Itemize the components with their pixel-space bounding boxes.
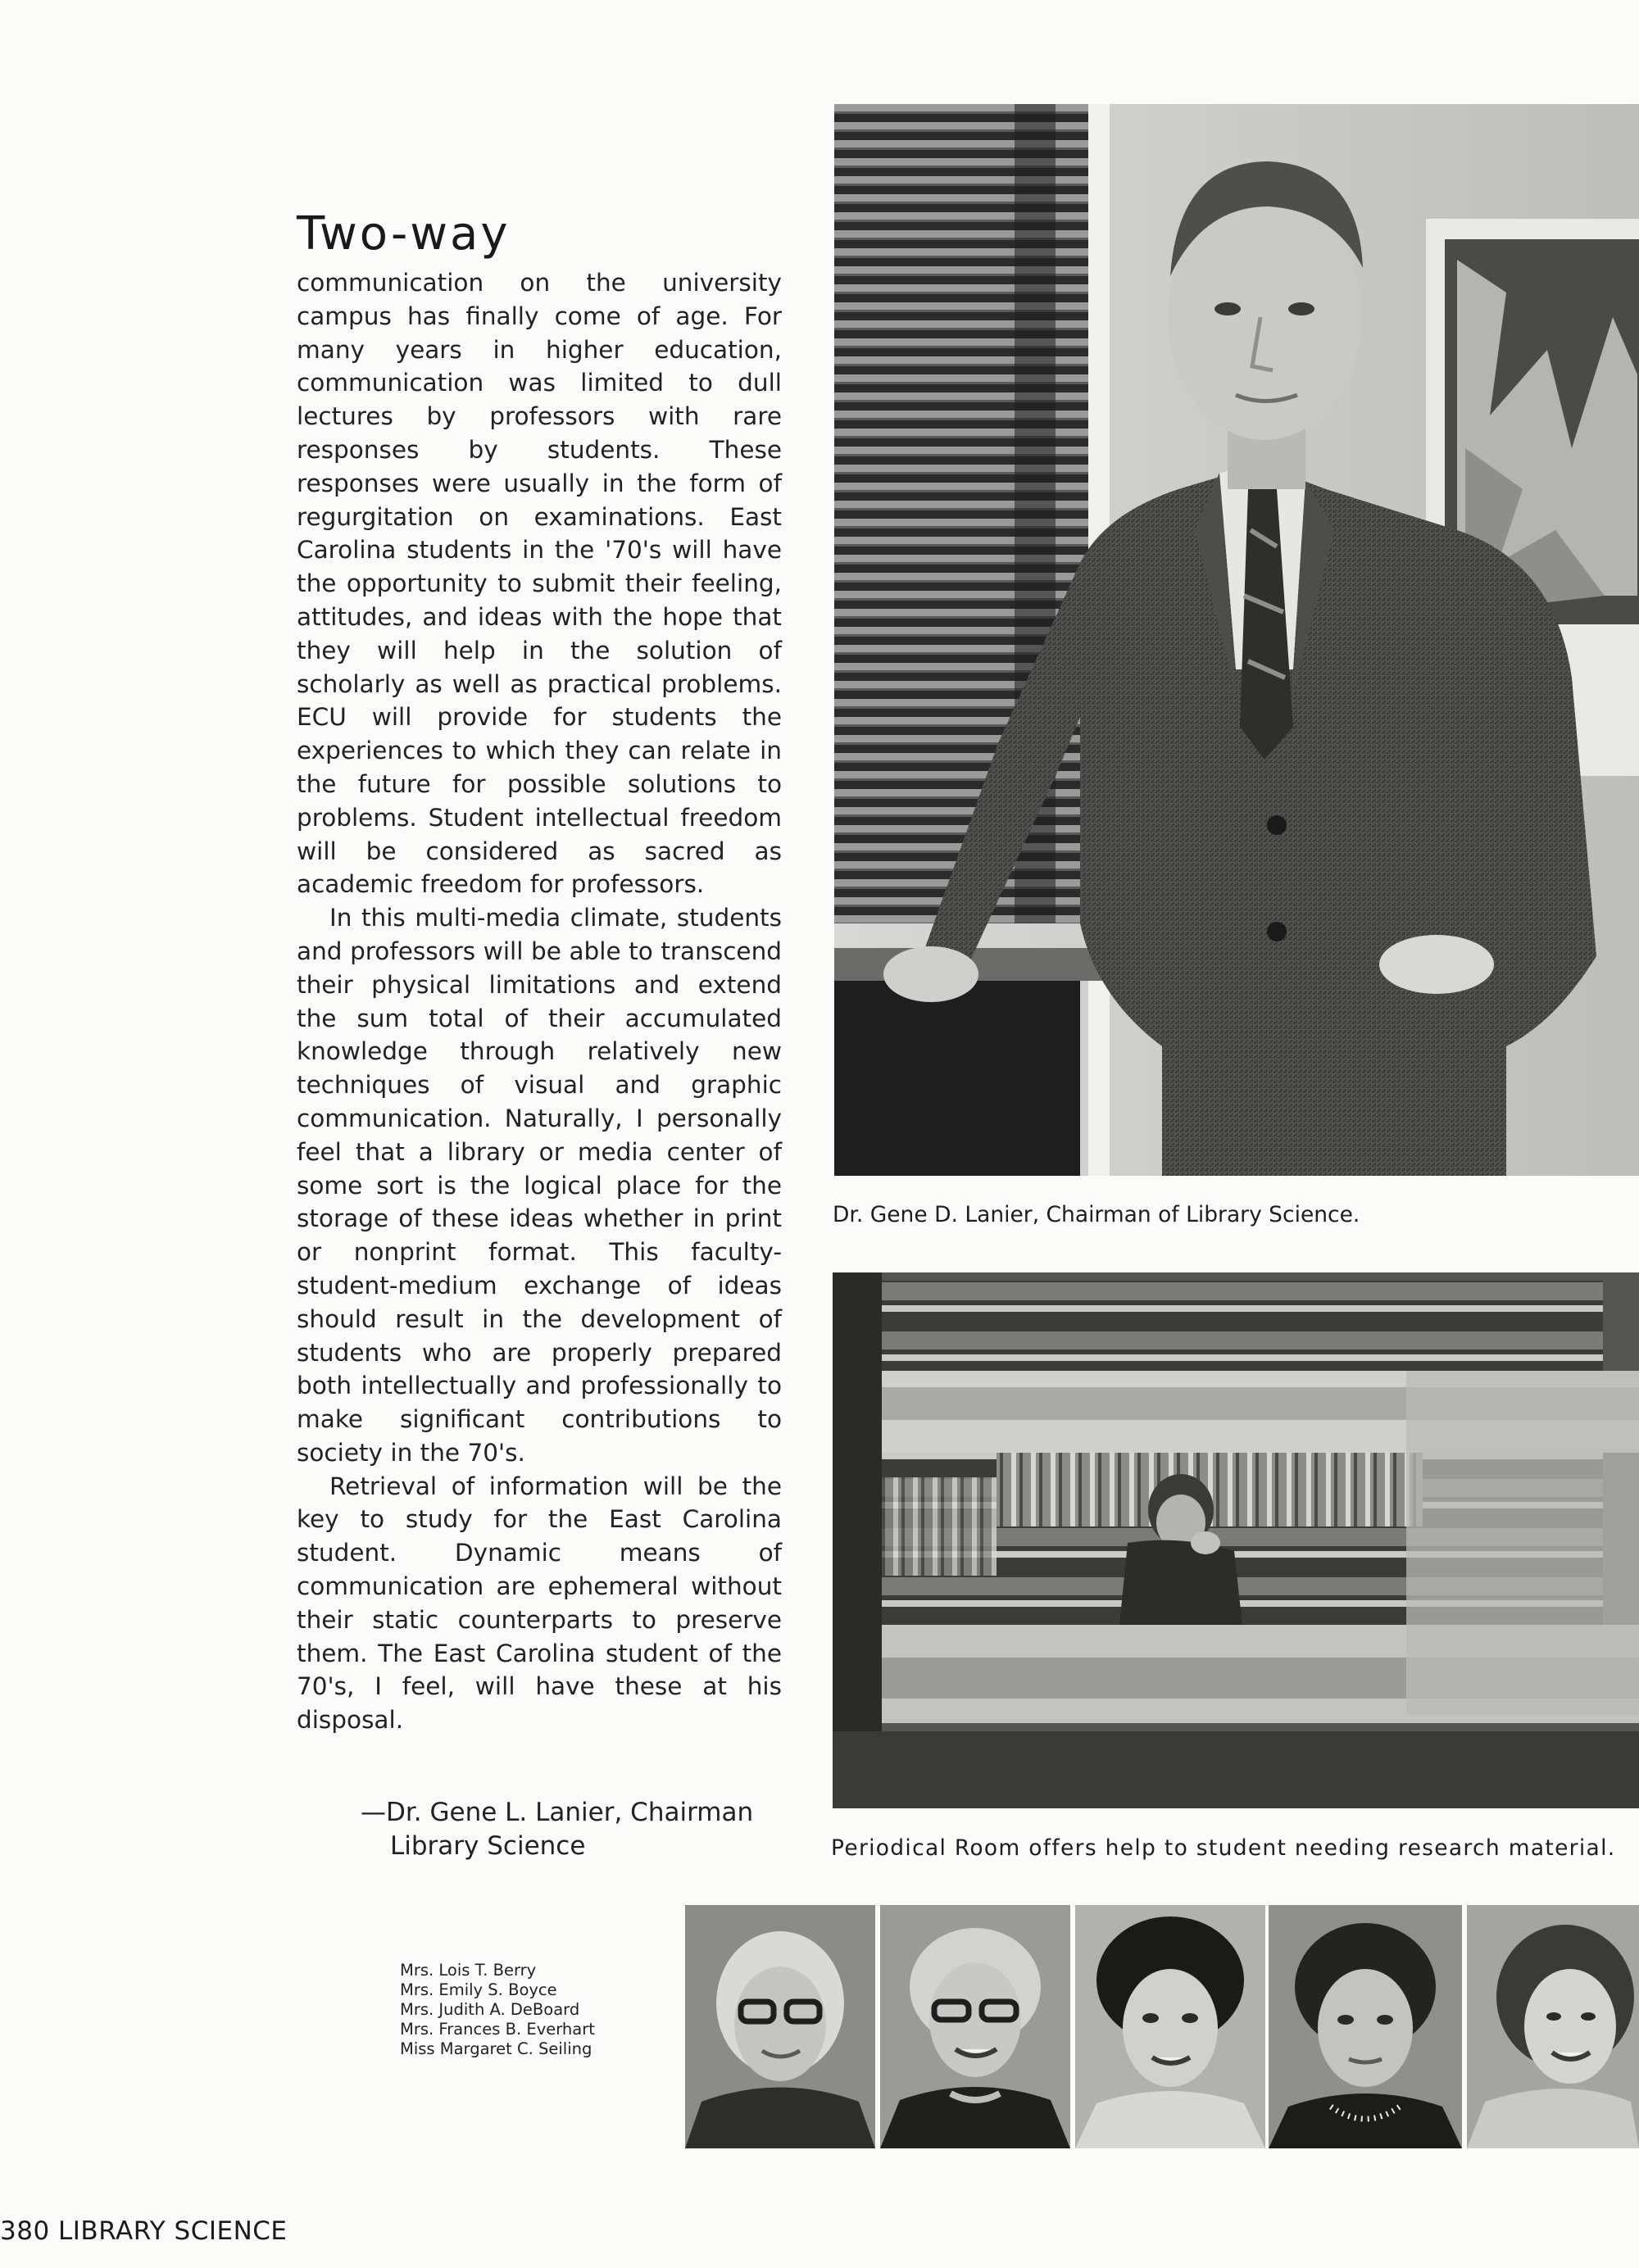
lanier-photo-image	[834, 104, 1639, 1176]
article-signature	[361, 1796, 753, 1863]
article-paragraph: Retrieval of information will be the key to study for the East Carolina student. Dynamic means of communication are ephemeral without their static counterparts to preserve them. The East Carolina student of the 70's, I feel, will have these at his disposal.	[297, 1472, 782, 1735]
staff-portrait-boyce	[880, 1905, 1070, 2148]
signature-title: Library Science	[390, 1831, 586, 1861]
staff-portrait-image	[1269, 1905, 1462, 2148]
staff-name: Miss Margaret C. Seiling	[400, 2039, 592, 2058]
periodical-room-caption: Periodical Room offers help to student needing research material.	[831, 1835, 1616, 1861]
article-paragraph: In this multi-media climate, students and professors will be able to transcend their physical limitations and extend the sum total of their accumulated knowledge through relatively new techniques of visual and graphic communication. Naturally, I personally feel that a library or media center of some sort is the logical place for the storage of these ideas whether in print or nonprint format. This faculty-student-medium exchange of ideas should result in the development of students who are properly prepared both intellectually and professionally to make significant contributions to society in the 70's.	[297, 904, 782, 1467]
page-folio: 380 LIBRARY SCIENCE	[0, 2216, 288, 2246]
staff-portrait-deboard	[1075, 1905, 1265, 2148]
lanier-photo	[834, 104, 1639, 1176]
staff-portrait-seiling	[1467, 1905, 1639, 2148]
article-heading: Two-way	[297, 207, 511, 261]
staff-name: Mrs. Judith A. DeBoard	[400, 2000, 580, 2019]
staff-portrait-image	[1467, 1905, 1639, 2148]
staff-portrait-image	[685, 1905, 875, 2148]
staff-portrait-berry	[685, 1905, 875, 2148]
staff-name: Mrs. Lois T. Berry	[400, 1961, 537, 1980]
staff-portrait-image	[1075, 1905, 1265, 2148]
staff-name: Mrs. Frances B. Everhart	[400, 2020, 595, 2039]
staff-name: Mrs. Emily S. Boyce	[400, 1980, 557, 1999]
lanier-photo-caption: Dr. Gene D. Lanier, Chairman of Library Science.	[833, 1202, 1360, 1227]
signature-name: —Dr. Gene L. Lanier, Chairman	[361, 1798, 754, 1827]
staff-portrait-everhart	[1269, 1905, 1462, 2148]
periodical-room-photo	[833, 1272, 1639, 1808]
article-paragraph: communication on the university campus has finally come of age. For many years in higher education, communication was limited to dull lectures by professors with rare responses by students. These responses were usually in the form of regurgitation on examinations. East Carolina students in the '70's will have the opportunity to submit their feeling, attitudes, and ideas with the hope that they will help in the solution of scholarly as well as practical problems. ECU will provide for students the experiences to which they can relate in the future for possible solutions to problems. Student intellectual freedom will be considered as sacred as academic freedom for professors.	[297, 269, 782, 899]
article-body	[297, 266, 782, 1737]
staff-name-list	[400, 1961, 595, 2059]
staff-portrait-image	[880, 1905, 1070, 2148]
periodical-room-photo-image	[833, 1272, 1639, 1808]
